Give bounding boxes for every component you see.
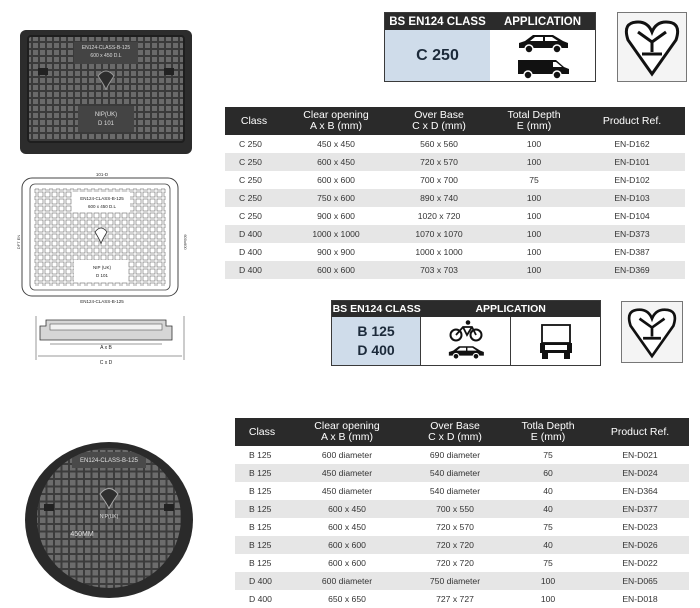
cell: 40 <box>505 500 591 518</box>
cell: D 400 <box>225 261 283 279</box>
cell: EN-D369 <box>579 261 685 279</box>
cell: C 250 <box>225 153 283 171</box>
table-row <box>225 153 685 171</box>
cell: 40 <box>505 536 591 554</box>
cell: 75 <box>505 446 591 464</box>
col-product-ref: Product Ref. <box>579 107 685 135</box>
mid-class-application-panel <box>331 300 601 366</box>
van-icon <box>515 56 571 80</box>
cell: B 125 <box>235 536 289 554</box>
col-total-depth: Total Depth E (mm) <box>489 107 579 135</box>
cell: D 400 <box>225 225 283 243</box>
cell: EN-D373 <box>579 225 685 243</box>
cell: B 125 <box>235 464 289 482</box>
cell: 600 x 600 <box>289 554 405 572</box>
round-cover-maker-text: NIP(UK) <box>99 514 119 520</box>
cell: EN-D101 <box>579 153 685 171</box>
application-label: APPLICATION <box>475 303 546 315</box>
cell: 1020 x 720 <box>389 207 489 225</box>
cell: 100 <box>489 225 579 243</box>
car-icon <box>515 32 571 54</box>
col-over-base: Over Base C x D (mm) <box>405 418 505 446</box>
col-class: Class <box>225 107 283 135</box>
dimension-cxd: C x D <box>99 360 113 366</box>
standard-class-label: BS EN124 CLASS <box>389 15 486 28</box>
cell: 540 diameter <box>405 464 505 482</box>
cell: B 125 <box>235 482 289 500</box>
col-over-base: Over Base C x D (mm) <box>389 107 489 135</box>
standard-class-label: BS EN124 CLASS <box>332 303 421 315</box>
cell: 700 x 700 <box>389 171 489 189</box>
cell: 900 x 900 <box>283 243 389 261</box>
square-covers-table <box>225 107 685 279</box>
drawing-ref-text: D 101 <box>95 273 109 278</box>
cell: B 125 <box>235 554 289 572</box>
cell: 720 x 720 <box>405 554 505 572</box>
cell: 100 <box>505 590 591 608</box>
cell: C 250 <box>225 207 283 225</box>
cell: 720 x 570 <box>389 153 489 171</box>
cell: 450 x 450 <box>283 135 389 153</box>
table-row <box>235 464 689 482</box>
cell: 560 x 560 <box>389 135 489 153</box>
cell: 1000 x 1000 <box>389 243 489 261</box>
drawing-side-right: 600x600 <box>183 234 188 250</box>
square-cover-maker-text: NIP(UK) <box>94 112 118 118</box>
top-class-application-panel <box>384 12 596 82</box>
col-total-depth: Totla Depth E (mm) <box>505 418 591 446</box>
cell: 900 x 600 <box>283 207 389 225</box>
cell: C 250 <box>225 171 283 189</box>
kitemark-icon <box>624 18 680 76</box>
cell: C 250 <box>225 135 283 153</box>
car-icon <box>446 342 486 362</box>
cell: 750 diameter <box>405 572 505 590</box>
table-row <box>225 225 685 243</box>
cell: D 400 <box>235 590 289 608</box>
table-row <box>225 189 685 207</box>
cell: 450 diameter <box>289 464 405 482</box>
col-class: Class <box>235 418 289 446</box>
cell: EN-D021 <box>591 446 689 464</box>
cell: 1000 x 1000 <box>283 225 389 243</box>
cell: 600 x 450 <box>289 500 405 518</box>
cell: 75 <box>505 518 591 536</box>
cell: EN-D103 <box>579 189 685 207</box>
cell: 1070 x 1070 <box>389 225 489 243</box>
drawing-bottom-text: EN124-CLASS-B-125 <box>80 299 124 304</box>
cell: 100 <box>489 153 579 171</box>
cell: 75 <box>489 171 579 189</box>
col-clear-opening: Clear opening A x B (mm) <box>283 107 389 135</box>
table-row <box>235 572 689 590</box>
cell: B 125 <box>235 518 289 536</box>
cyclist-icon <box>448 320 484 342</box>
cell: 650 x 650 <box>289 590 405 608</box>
cover-section-drawing <box>12 314 198 370</box>
class-line-2: D 400 <box>357 342 395 358</box>
cell: 600 diameter <box>289 446 405 464</box>
drawing-side-left: DFT EN <box>16 234 21 250</box>
cell: 703 x 703 <box>389 261 489 279</box>
cell: D 400 <box>225 243 283 261</box>
col-product-ref: Product Ref. <box>591 418 689 446</box>
kitemark-badge <box>617 12 687 82</box>
cell: 750 x 600 <box>283 189 389 207</box>
table-row <box>225 135 685 153</box>
kitemark-badge <box>621 301 683 363</box>
table-row <box>235 590 689 608</box>
table-row <box>235 554 689 572</box>
cell: 600 diameter <box>289 572 405 590</box>
cell: 600 x 600 <box>283 171 389 189</box>
drawing-size-text: 600 x 450 D.L <box>87 204 117 209</box>
cell: EN-D104 <box>579 207 685 225</box>
class-value: C 250 <box>385 30 490 81</box>
table-row <box>235 536 689 554</box>
cell: 450 diameter <box>289 482 405 500</box>
table-row <box>235 518 689 536</box>
square-cover-photo <box>18 28 194 158</box>
cell: 727 x 727 <box>405 590 505 608</box>
cell: 60 <box>505 464 591 482</box>
cell: 100 <box>489 189 579 207</box>
cell: 720 x 720 <box>405 536 505 554</box>
cell: 890 x 740 <box>389 189 489 207</box>
cell: EN-D018 <box>591 590 689 608</box>
cell: 600 x 600 <box>283 261 389 279</box>
table-row <box>235 446 689 464</box>
cell: EN-D022 <box>591 554 689 572</box>
cell: EN-D026 <box>591 536 689 554</box>
round-cover-cast-text: EN124-CLASS-B-125 <box>79 458 139 464</box>
cell: B 125 <box>235 500 289 518</box>
cell: 600 x 450 <box>283 153 389 171</box>
table-row <box>225 171 685 189</box>
cell: 100 <box>489 207 579 225</box>
col-clear-opening: Clear opening A x B (mm) <box>289 418 405 446</box>
cell: 40 <box>505 482 591 500</box>
square-cover-size-text: 600 x 450 D.L <box>90 53 122 59</box>
round-covers-table <box>235 418 689 608</box>
square-cover-drawing <box>16 170 188 306</box>
cell: 600 x 450 <box>289 518 405 536</box>
drawing-top-dimension: 101-D <box>95 172 109 177</box>
table-row <box>225 207 685 225</box>
cell: EN-D377 <box>591 500 689 518</box>
kitemark-icon <box>627 306 677 358</box>
round-cover-size-text: 450MM <box>70 531 94 538</box>
cell: EN-D162 <box>579 135 685 153</box>
cell: EN-D065 <box>591 572 689 590</box>
cell: 100 <box>489 243 579 261</box>
square-cover-ref-text: D 101 <box>97 121 115 127</box>
round-cover-photo <box>24 434 194 598</box>
table-row <box>235 482 689 500</box>
cell: EN-D024 <box>591 464 689 482</box>
cell: EN-D387 <box>579 243 685 261</box>
cell: 540 diameter <box>405 482 505 500</box>
drawing-maker-text: NIP (UK) <box>93 265 111 270</box>
cell: 100 <box>505 572 591 590</box>
table-row <box>235 500 689 518</box>
cell: 700 x 550 <box>405 500 505 518</box>
cell: B 125 <box>235 446 289 464</box>
truck-icon <box>536 321 576 361</box>
cell: EN-D364 <box>591 482 689 500</box>
drawing-title-text: EN124-CLASS-B-125 <box>80 196 124 201</box>
cell: EN-D023 <box>591 518 689 536</box>
cell: C 250 <box>225 189 283 207</box>
cell: 690 diameter <box>405 446 505 464</box>
table-row <box>225 261 685 279</box>
cell: 100 <box>489 135 579 153</box>
cell: 600 x 600 <box>289 536 405 554</box>
cell: D 400 <box>235 572 289 590</box>
class-line-1: B 125 <box>357 323 395 339</box>
cell: EN-D102 <box>579 171 685 189</box>
table-row <box>225 243 685 261</box>
cell: 100 <box>489 261 579 279</box>
cell: 720 x 570 <box>405 518 505 536</box>
dimension-axb: A x B <box>100 345 112 351</box>
square-cover-cast-text: EN124-CLASS-B-125 <box>81 45 131 51</box>
application-label: APPLICATION <box>503 15 582 28</box>
cell: 75 <box>505 554 591 572</box>
